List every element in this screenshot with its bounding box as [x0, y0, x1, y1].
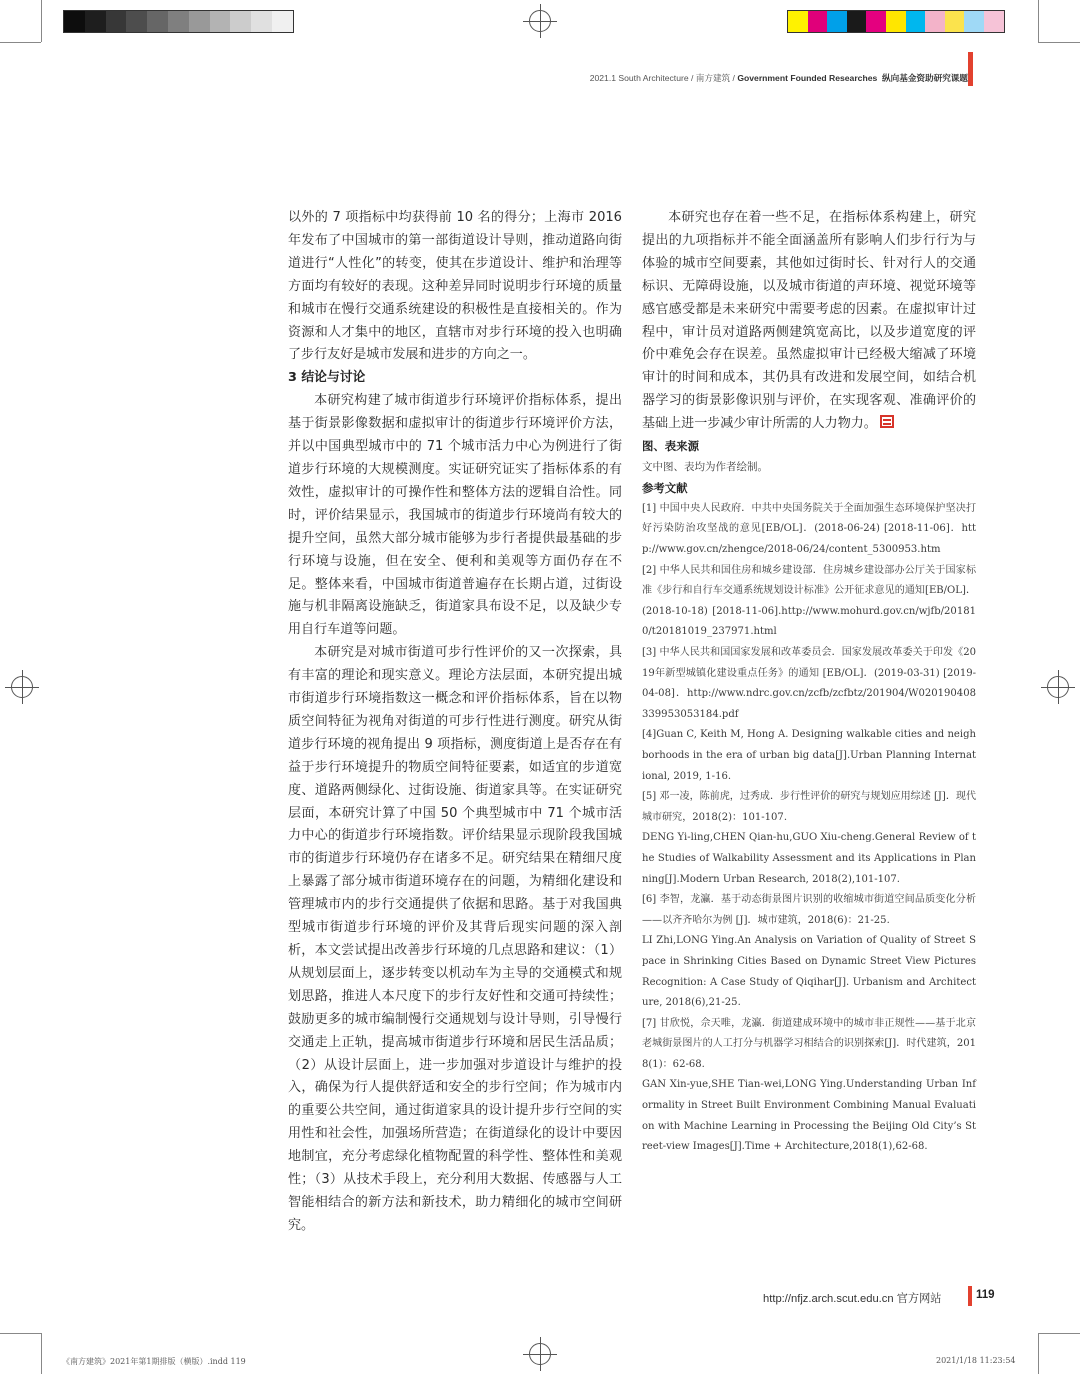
grayscale-color-bar: [63, 10, 294, 33]
paragraph-conclusion-2: 本研究是对城市街道可步行性评价的又一次探索，具有丰富的理论和现实意义。理论方法层面，本研究提出城市街道步行环境指数这一概念和评价指标体系，旨在以物质空间特征为视角对街道的可步行性进行测度。研究从街道步行环境的视角提出 9 项指标，测度街道上是否存在有益于步行环境提升的物质空间特征要素，如适宜的步道宽度、道路两侧绿化、过街设施、街道家具等。在实证研究层面，本研究计算了中国 50 个典型城市中 71 个城市活力中心的街道步行环境指数。评价结果显示现阶段我国城市的街道步行环境仍存在诸多不足。研究结果在精细尺度上暴露了部分城市街道环境存在的问题，为精细化建设和管理城市内的步行交通提供了依据和思路。基于对我国典型城市街道步行环境的评价及其背后现实问题的深入剖析，本文尝试提出改善步行环境的几点思路和建议：（1）从规划层面上，逐步转变以机动车为主导的交通模式和规划思路，推进人本尺度下的步行友好性和交通可持续性；鼓励更多的城市编制慢行交通规划与设计导则，引导慢行交通走上正轨，提高城市街道步行环境和居民生活品质；（2）从设计层面上，进一步加强对步道设计与维护的投入，确保为行人提供舒适和安全的步行空间；作为城市内的重要公共空间，通过街道家具的设计提升步行空间的实用性和社会性，加强场所营造；在街道绿化的设计中要因地制宜，充分考虑绿化植物配置的科学性、整体性和美观性；（3）从技术手段上，充分利用大数据、传感器与人工智能相结合的新方法和新技术，助力精细化的城市空间研究。: [288, 645, 622, 1233]
color-swatch: [906, 11, 926, 32]
color-swatch: [827, 11, 847, 32]
gray-swatch: [272, 11, 293, 32]
paragraph-limitations: [642, 207, 976, 436]
running-header: [590, 72, 968, 84]
reference-item: DENG Yi-ling,CHEN Qian-hu,GUO Xiu-cheng.General Review of the Studies of Walkability Assessment and its Applications in Planning[J].Modern Urban Research, 2018(2),101-107.: [642, 832, 976, 885]
paragraph-limitations-text: 本研究也存在着一些不足，在指标体系构建上，研究提出的九项指标并不能全面涵盖所有影响人们步行行为与体验的城市空间要素，其他如过街时长、针对行人的交通标识、无障碍设施，以及城市街道的声环境、视觉环境等感官感受都是未来研究中需要考虑的因素。在虚拟审计过程中，审计员对道路两侧建筑宽高比，以及步道宽度的评价中难免会存在误差。虽然虚拟审计已经极大缩减了环境审计的时间和成本，其仍具有改进和发展空间，如结合机器学习的街景影像识别与评价，在实现客观、准确评价的基础上进一步减少审计所需的人力物力。: [642, 210, 976, 432]
file-slug: 《南方建筑》2021年第1期排版（横版）.indd 119: [62, 1357, 246, 1366]
figures-source-note: 文中图、表均为作者绘制。: [642, 461, 768, 474]
reference-item: [3] 中华人民共和国国家发展和改革委员会．国家发展改革委关于印发《2019年新型城镇化建设重点任务》的通知 [EB/OL]．(2019-03-31) [2019-04-08]．http://www.ndrc.gov.cn/zcfb/zcfbtz/201904/W020190408339953053184.pdf: [642, 647, 976, 720]
gray-swatch: [85, 11, 106, 32]
crop-mark-bl-v: [41, 1333, 42, 1374]
crop-mark-bl-h: [0, 1333, 41, 1334]
gray-swatch: [147, 11, 168, 32]
color-swatch: [788, 11, 808, 32]
registration-mark-right: [1041, 670, 1075, 704]
color-swatch: [808, 11, 828, 32]
reference-item: GAN Xin-yue,SHE Tian-wei,LONG Ying.Understanding Urban Informality in Street Built Environment Combining Manual Evaluation with Machine Learning in Processing the Beijing Old City’s Street-view Images[J].Time + Architecture,2018(1),62-68.: [642, 1079, 976, 1153]
reference-item: [6] 李智，龙瀛．基于动态街景图片识别的收缩城市街道空间品质变化分析——以齐齐哈尔为例 [J]．城市建筑，2018(6)：21-25.: [642, 894, 976, 926]
page-number-accent-bar: [968, 1286, 972, 1306]
gray-swatch: [168, 11, 189, 32]
registration-mark-bottom: [523, 1337, 557, 1371]
page-number: 119: [976, 1289, 995, 1301]
print-timestamp: 2021/1/18 11:23:54: [936, 1356, 1016, 1365]
registration-mark-left: [5, 670, 39, 704]
gray-swatch: [210, 11, 231, 32]
site-url: http://nfjz.arch.scut.edu.cn 官方网站: [763, 1293, 942, 1305]
gray-swatch: [126, 11, 147, 32]
crop-mark-br-h: [1038, 1333, 1080, 1334]
color-swatch: [964, 11, 984, 32]
reference-item: [4]Guan C, Keith M, Hong A. Designing walkable cities and neighborhoods in the era of urban big data[J].Urban Planning International, 2019, 1-16.: [642, 729, 976, 782]
figures-source-title: 图、表来源: [642, 439, 699, 454]
color-swatch: [866, 11, 886, 32]
crop-mark-tl-h: [0, 42, 41, 43]
reference-item: [2] 中华人民共和国住房和城乡建设部．住房城乡建设部办公厅关于国家标准《步行和自行车交通系统规划设计标准》公开征求意见的通知[EB/OL]．(2018-10-18) [2018-11-06].http://www.mohurd.gov.cn/wjfb/201810/t20181019_237971.html: [642, 564, 976, 638]
paragraph-continued: 以外的 7 项指标中均获得前 10 名的得分；上海市 2016 年发布了中国城市的第一部街道设计导则，推动道路向街道进行“人性化”的转变，使其在步道设计、维护和治理等方面均有较好的表现。这种差异同时说明步行环境的质量和城市在慢行交通系统建设的积极性是直接相关的。作为资源和人才集中的地区，直辖市对步行环境的投入也明确了步行友好是城市发展和进步的方向之一。: [288, 210, 622, 363]
gray-swatch: [251, 11, 272, 32]
crop-mark-br-v: [1038, 1333, 1039, 1374]
paragraph-conclusion-1: 本研究构建了城市街道步行环境评价指标体系，提出基于街景影像数据和虚拟审计的街道步行环境评价方法，并以中国典型城市中的 71 个城市活力中心为例进行了街道步行环境的大规模测度。实证研究证实了指标体系的有效性，虚拟审计的可操作性和整体方法的逻辑自洽性。同时，评价结果显示，我国城市的街道步行环境尚有较大的提升空间，虽然大部分城市能够为步行者提供最基础的步行环境与设施，但在安全、便利和美观等方面仍存在不足。整体来看，中国城市街道普遍存在长期占道，过街设施与机非隔离设施缺乏，街道家具布设不足，以及缺少专用自行车道等问题。: [288, 393, 622, 638]
header-accent-bar: [968, 52, 973, 86]
references-title: 参考文献: [642, 480, 688, 495]
section-title-conclusion: 3 结论与讨论: [288, 370, 366, 386]
crop-mark-tl-v: [41, 0, 42, 42]
gray-swatch: [106, 11, 127, 32]
running-header-section-cn: 纵向基金资助研究课题: [882, 73, 968, 83]
crop-mark-tr-h: [1038, 42, 1080, 43]
registration-mark-top: [523, 4, 557, 38]
gray-swatch: [230, 11, 251, 32]
gray-swatch: [189, 11, 210, 32]
article-end-icon: [880, 415, 894, 428]
color-swatch: [984, 11, 1004, 32]
crop-mark-tr-v: [1038, 0, 1039, 42]
reference-item: [1] 中国中央人民政府．中共中央国务院关于全面加强生态环境保护坚决打好污染防治攻坚战的意见[EB/OL]．(2018-06-24) [2018-11-06]．http://www.gov.cn/zhengce/2018-06/24/content_5300953.htm: [642, 502, 976, 556]
running-header-issue: 2021.1 South Architecture / 南方建筑 /: [589, 73, 738, 83]
left-column: [288, 207, 622, 1238]
running-header-section-en: Government Founded Researches: [737, 73, 878, 83]
process-color-bar: [787, 10, 1005, 33]
reference-item: [5] 邓一凌，陈前虎，过秀成．步行性评价的研究与规划应用综述 [J]．现代城市研究，2018(2)：101-107.: [642, 791, 976, 823]
reference-item: LI Zhi,LONG Ying.An Analysis on Variation of Quality of Street Space in Shrinking Cities Based on Dynamic Street View Pictures Recognition: A Case Study of Qiqihar[J]. Urbanism and Architecture, 2018(6),21-25.: [642, 935, 976, 1009]
right-column: [642, 207, 976, 1158]
color-swatch: [847, 11, 867, 32]
color-swatch: [925, 11, 945, 32]
color-swatch: [945, 11, 965, 32]
reference-list: [642, 499, 976, 1158]
gray-swatch: [64, 11, 85, 32]
reference-item: [7] 甘欣悦，佘天唯，龙瀛．街道建成环境中的城市非正规性——基于北京老城街景图片的人工打分与机器学习相结合的识别探索[J]．时代建筑，2018(1)：62-68.: [642, 1017, 976, 1070]
color-swatch: [886, 11, 906, 32]
